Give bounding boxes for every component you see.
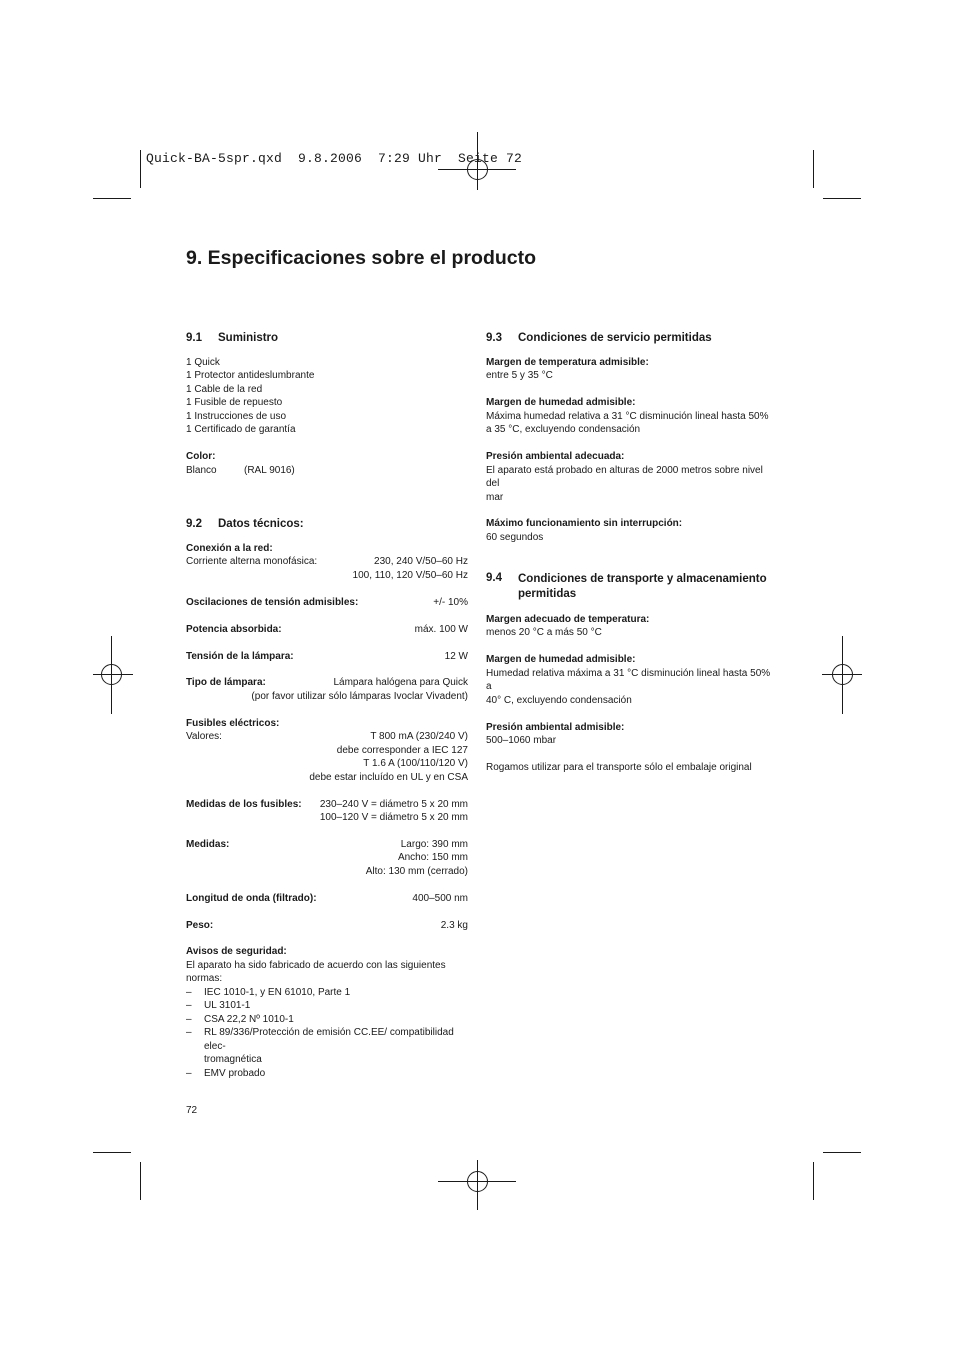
- list-item: tromagnética: [204, 1054, 262, 1066]
- crop-mark: [823, 1152, 861, 1153]
- file-slug: Quick-BA-5spr.qxd 9.8.2006 7:29 Uhr Seite 72: [146, 151, 523, 166]
- crop-mark: [823, 198, 861, 199]
- transport-conditions: Margen adecuado de temperatura: menos 20 °C a más 50 °C Margen de humedad admisible: Humedad relativa máxima a 31 °C disminución lineal hasta 50% a 40° C, excluyendo condensación Presión ambiental admisible: 500–1060 mbar Rogamos utilizar para el transporte sólo el embalaje original: [486, 614, 771, 773]
- section-heading-9-3: 9.3 Condiciones de servicio permitidas: [486, 332, 712, 344]
- crop-mark: [140, 1162, 141, 1200]
- registration-mark-top: [438, 132, 516, 210]
- crop-mark: [140, 150, 141, 188]
- crop-mark: [813, 1162, 814, 1200]
- page-title: 9. Especificaciones sobre el producto: [186, 247, 537, 269]
- list-item: 1 Cable de la red: [186, 383, 263, 395]
- section-heading-9-2: 9.2 Datos técnicos:: [186, 518, 304, 530]
- color-row: Blanco (RAL 9016): [186, 464, 295, 476]
- registration-mark-right: [822, 636, 862, 714]
- list-item: – RL 89/336/Protección de emisión CC.EE/ compatibilidad elec-: [186, 1027, 454, 1052]
- section-heading-9-4: 9.4 Condiciones de transporte y almacenamiento permitidas: [486, 572, 767, 600]
- spec-label: Conexión a la red:: [186, 543, 273, 554]
- registration-mark-left: [93, 636, 133, 714]
- crop-mark: [813, 150, 814, 188]
- supply-list: [186, 356, 468, 477]
- list-item: – UL 3101-1: [186, 1000, 251, 1012]
- list-item: 1 Quick: [186, 357, 220, 368]
- section-heading-9-1: 9.1 Suministro: [186, 332, 279, 344]
- technical-data: Conexión a la red: Corriente alterna monofásica: 230, 240 V/50–60 Hz 100, 110, 120 V/50–60 Hz Oscilaciones de tensión admisibles: +/- 10% Potencia absorbida: máx. 100 W Tensión de la lámpara: 12 W Tipo de lámpara: Lámpara halógena para Quick (por favor utilizar sólo lámparas Ivoclar Vivadent) Fusibles eléctricos: Valores: T 800 mA (230/240 V) debe corresponder a IEC 127 T 1.6 A (100/110/120 V) debe estar incluído en UL y en CSA Medidas de los fusibles: 230–240 V = diámetro 5 x 20 mm 100–120 V = diámetro 5 x 20 mm Medidas: Largo: 390 mm Ancho: 150 mm Alto: 130 mm (cerrado) Longitud de onda (filtrado): 400–500 nm Peso: 2.3 kg Avisos de seguridad: El aparato ha sido fabricado de acuerdo con las siguientes normas: – IEC 1010-1, y EN 61010, Parte 1 – UL 3101-1 – CSA 22,2 Nº 1010-1 – RL 89/336/Protección de emisión CC.EE/ compatibilidad elec- tromagnética – EMV probado: [186, 543, 468, 1079]
- page-number: 72: [186, 1105, 198, 1116]
- list-item: – IEC 1010-1, y EN 61010, Parte 1: [186, 986, 351, 998]
- crop-mark: [93, 198, 131, 199]
- list-item: 1 Certificado de garantía: [186, 424, 296, 436]
- list-item: – EMV probado: [186, 1067, 266, 1079]
- operating-conditions: Margen de temperatura admisible: entre 5 y 35 °C Margen de humedad admisible: Máxima humedad relativa a 31 °C disminución lineal hasta 50% a 35 °C, excluyendo condensación Presión ambiental adecuada: El aparato está probado en alturas de 2000 metros sobre nivel del mar Máximo funcionamiento sin interrupción: 60 segundos: [486, 357, 769, 543]
- crop-mark: [93, 1152, 131, 1153]
- list-item: 1 Protector antideslumbrante: [186, 370, 315, 382]
- list-item: 1 Instrucciones de uso: [186, 410, 287, 422]
- registration-mark-bottom: [438, 1160, 516, 1210]
- list-item: – CSA 22,2 Nº 1010-1: [186, 1013, 294, 1025]
- list-item: 1 Fusible de repuesto: [186, 397, 283, 409]
- color-label: Color:: [186, 451, 216, 463]
